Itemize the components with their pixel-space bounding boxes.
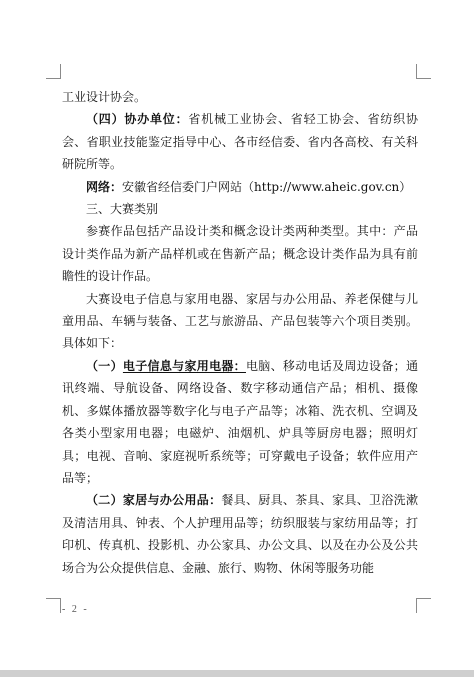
page-number: - 2 -	[62, 604, 89, 615]
co-organizers-text: 省机械工业协会、省轻工协会、省纺织协会、省职业技能鉴定指导中心、各市经信委、省内各高校、有关科研院所等。	[62, 112, 418, 172]
co-organizers-label: （四）协办单位：	[86, 112, 189, 127]
website-label: 网络：	[86, 179, 123, 194]
page-gap	[0, 670, 474, 677]
electronics-text: 电脑、移动电话及周边设备；通讯终端、导航设备、网络设备、数字移动通信产品；相机、摄像机、多媒体播放器等数字化与电子产品等；冰箱、洗衣机、空调及各类小型家用电器；电磁炉、油烟机、炉具等厨房电器；照明灯具；电视、音响、家庭视听系统等；可穿戴电子设备；软件应用产品等；	[62, 358, 418, 485]
crop-mark-bottom-right	[416, 598, 431, 613]
paragraph-association: 工业设计协会。	[62, 90, 147, 104]
crop-mark-top-left	[46, 64, 61, 79]
crop-mark-bottom-left	[46, 598, 61, 613]
section-heading-categories: 三、大赛类别	[86, 202, 159, 217]
crop-mark-top-right	[416, 64, 431, 79]
electronics-label: 电子信息与家用电器：	[122, 358, 246, 373]
electronics-number: （一）	[86, 358, 123, 373]
home-office-text: 餐具、厨具、茶具、家具、卫浴洗漱及清洁用具、钟表、个人护理用品等；纺织服装与家纺用品等；打印机、传真机、投影机、办公家具、办公文具、以及在办公及公共场合为公众提供信息、金融、旅行、购物、休闲等服务功能	[62, 493, 418, 575]
document-body[interactable]	[62, 86, 418, 579]
paragraph-website	[62, 176, 418, 198]
paragraph-electronics	[62, 355, 418, 489]
website-text: 安徽省经信委门户网站（http://www.aheic.gov.cn）	[122, 179, 412, 194]
paragraph-project-categories: 大赛设电子信息与家用电器、家居与办公用品、养老保健与儿童用品、车辆与装备、工艺与旅游品、产品包装等六个项目类别。具体如下：	[62, 291, 418, 351]
home-office-label: 家居与办公用品：	[122, 493, 222, 508]
paragraph-entry-types: 参赛作品包括产品设计类和概念设计类两种类型。其中：产品设计类作品为新产品样机或在售新产品；概念设计类作品为具有前瞻性的设计作品。	[62, 224, 418, 284]
home-office-number: （二）	[86, 493, 123, 508]
paragraph-co-organizers	[62, 108, 418, 175]
paragraph-home-office	[62, 489, 418, 579]
